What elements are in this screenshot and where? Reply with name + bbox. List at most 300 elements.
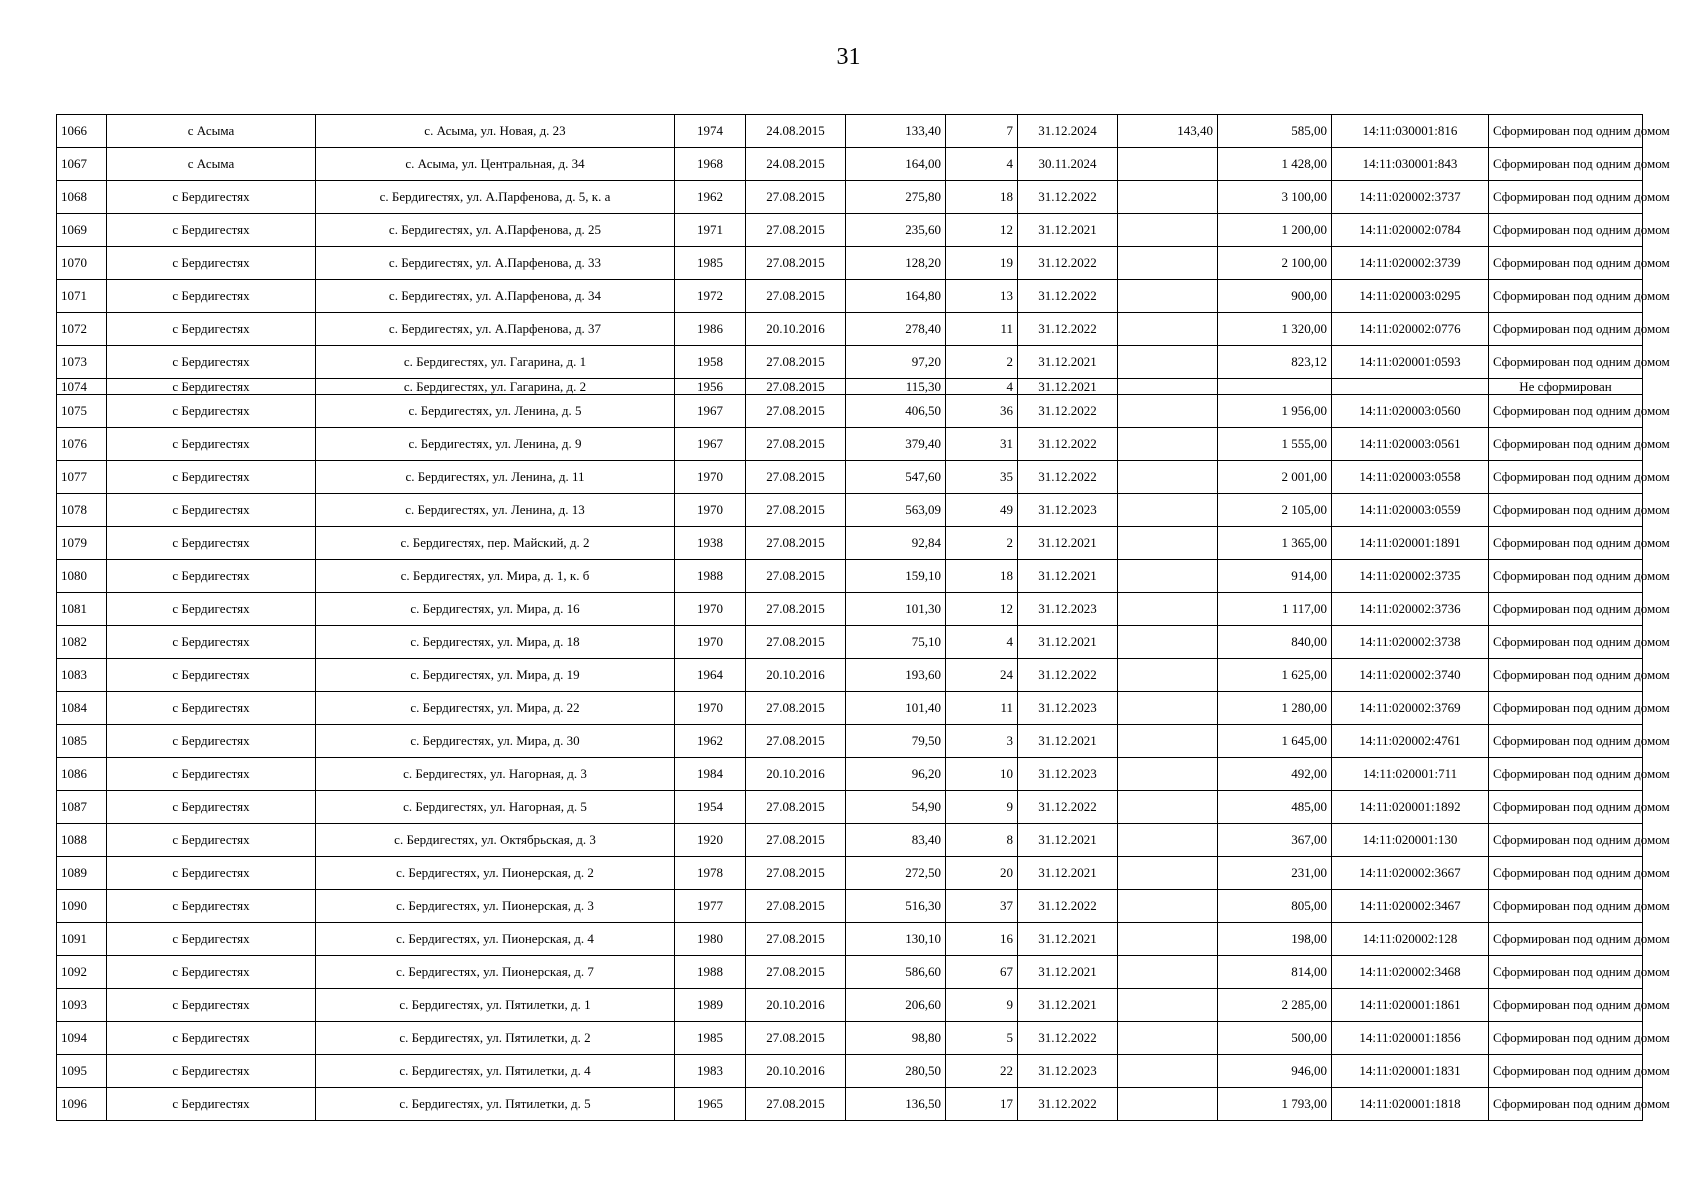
row-number-cell: 1080 — [57, 560, 107, 593]
residents-count-cell: 17 — [946, 1088, 1018, 1121]
total-area-cell — [1118, 346, 1218, 379]
recognition-date-cell: 27.08.2015 — [746, 181, 846, 214]
row-number-cell: 1067 — [57, 148, 107, 181]
table-row — [57, 214, 1643, 247]
land-plot-status-cell: Сформирован под одним домом — [1489, 725, 1643, 758]
address-cell: с. Асыма, ул. Новая, д. 23 — [316, 115, 675, 148]
build-year-cell: 1970 — [675, 494, 746, 527]
residents-count-cell: 18 — [946, 181, 1018, 214]
resettlement-deadline-cell: 31.12.2022 — [1018, 1088, 1118, 1121]
total-area-cell — [1118, 956, 1218, 989]
living-area-cell: 54,90 — [846, 791, 946, 824]
total-area-cell — [1118, 280, 1218, 313]
total-area-cell — [1118, 923, 1218, 956]
address-cell: с. Бердигестях, ул. Ленина, д. 9 — [316, 428, 675, 461]
recognition-date-cell: 27.08.2015 — [746, 692, 846, 725]
land-area-cell: 1 365,00 — [1218, 527, 1332, 560]
residents-count-cell: 9 — [946, 791, 1018, 824]
living-area-cell: 164,00 — [846, 148, 946, 181]
resettlement-deadline-cell: 31.12.2021 — [1018, 560, 1118, 593]
table-row — [57, 989, 1643, 1022]
total-area-cell — [1118, 379, 1218, 395]
table-row — [57, 181, 1643, 214]
row-number-cell: 1089 — [57, 857, 107, 890]
build-year-cell: 1986 — [675, 313, 746, 346]
residents-count-cell: 2 — [946, 346, 1018, 379]
settlement-cell: с Асыма — [107, 115, 316, 148]
cadastral-number-cell: 14:11:020002:3740 — [1332, 659, 1489, 692]
table-row — [57, 1055, 1643, 1088]
address-cell: с. Бердигестях, ул. А.Парфенова, д. 25 — [316, 214, 675, 247]
land-plot-status-cell: Сформирован под одним домом — [1489, 247, 1643, 280]
settlement-cell: с Бердигестях — [107, 791, 316, 824]
settlement-cell: с Бердигестях — [107, 494, 316, 527]
living-area-cell: 98,80 — [846, 1022, 946, 1055]
resettlement-deadline-cell: 31.12.2023 — [1018, 494, 1118, 527]
recognition-date-cell: 27.08.2015 — [746, 725, 846, 758]
residents-count-cell: 49 — [946, 494, 1018, 527]
build-year-cell: 1970 — [675, 692, 746, 725]
residents-count-cell: 12 — [946, 593, 1018, 626]
address-cell: с. Бердигестях, ул. Пионерская, д. 3 — [316, 890, 675, 923]
residents-count-cell: 20 — [946, 857, 1018, 890]
land-plot-status-cell: Сформирован под одним домом — [1489, 395, 1643, 428]
total-area-cell — [1118, 1022, 1218, 1055]
settlement-cell: с Бердигестях — [107, 1088, 316, 1121]
build-year-cell: 1977 — [675, 890, 746, 923]
row-number-cell: 1081 — [57, 593, 107, 626]
cadastral-number-cell: 14:11:020002:128 — [1332, 923, 1489, 956]
residents-count-cell: 4 — [946, 148, 1018, 181]
build-year-cell: 1962 — [675, 181, 746, 214]
address-cell: с. Бердигестях, ул. Пионерская, д. 4 — [316, 923, 675, 956]
address-cell: с. Бердигестях, ул. Гагарина, д. 1 — [316, 346, 675, 379]
land-plot-status-cell: Сформирован под одним домом — [1489, 956, 1643, 989]
recognition-date-cell: 27.08.2015 — [746, 626, 846, 659]
residents-count-cell: 22 — [946, 1055, 1018, 1088]
total-area-cell — [1118, 758, 1218, 791]
total-area-cell — [1118, 791, 1218, 824]
address-cell: с. Бердигестях, ул. Пятилетки, д. 4 — [316, 1055, 675, 1088]
settlement-cell: с Бердигестях — [107, 956, 316, 989]
land-plot-status-cell: Сформирован под одним домом — [1489, 659, 1643, 692]
land-area-cell: 2 105,00 — [1218, 494, 1332, 527]
recognition-date-cell: 27.08.2015 — [746, 494, 846, 527]
build-year-cell: 1967 — [675, 428, 746, 461]
table-row — [57, 659, 1643, 692]
land-plot-status-cell: Сформирован под одним домом — [1489, 890, 1643, 923]
residents-count-cell: 24 — [946, 659, 1018, 692]
recognition-date-cell: 27.08.2015 — [746, 791, 846, 824]
cadastral-number-cell — [1332, 379, 1489, 395]
resettlement-deadline-cell: 31.12.2021 — [1018, 824, 1118, 857]
table-row — [57, 280, 1643, 313]
land-area-cell: 492,00 — [1218, 758, 1332, 791]
resettlement-deadline-cell: 31.12.2022 — [1018, 659, 1118, 692]
residents-count-cell: 35 — [946, 461, 1018, 494]
living-area-cell: 379,40 — [846, 428, 946, 461]
living-area-cell: 280,50 — [846, 1055, 946, 1088]
land-area-cell: 198,00 — [1218, 923, 1332, 956]
row-number-cell: 1084 — [57, 692, 107, 725]
build-year-cell: 1971 — [675, 214, 746, 247]
recognition-date-cell: 24.08.2015 — [746, 148, 846, 181]
land-plot-status-cell: Сформирован под одним домом — [1489, 791, 1643, 824]
row-number-cell: 1074 — [57, 379, 107, 395]
address-cell: с. Бердигестях, ул. Пионерская, д. 2 — [316, 857, 675, 890]
address-cell: с. Бердигестях, ул. Гагарина, д. 2 — [316, 379, 675, 395]
cadastral-number-cell: 14:11:020003:0295 — [1332, 280, 1489, 313]
living-area-cell: 193,60 — [846, 659, 946, 692]
settlement-cell: с Бердигестях — [107, 428, 316, 461]
table-row — [57, 890, 1643, 923]
cadastral-number-cell: 14:11:020003:0561 — [1332, 428, 1489, 461]
total-area-cell — [1118, 461, 1218, 494]
settlement-cell: с Бердигестях — [107, 560, 316, 593]
build-year-cell: 1983 — [675, 1055, 746, 1088]
settlement-cell: с Бердигестях — [107, 593, 316, 626]
recognition-date-cell: 24.08.2015 — [746, 115, 846, 148]
land-plot-status-cell: Сформирован под одним домом — [1489, 214, 1643, 247]
residents-count-cell: 37 — [946, 890, 1018, 923]
cadastral-number-cell: 14:11:020003:0560 — [1332, 395, 1489, 428]
total-area-cell — [1118, 527, 1218, 560]
land-plot-status-cell: Сформирован под одним домом — [1489, 1055, 1643, 1088]
recognition-date-cell: 27.08.2015 — [746, 461, 846, 494]
table-row — [57, 956, 1643, 989]
cadastral-number-cell: 14:11:020001:1892 — [1332, 791, 1489, 824]
resettlement-deadline-cell: 31.12.2022 — [1018, 461, 1118, 494]
total-area-cell — [1118, 1088, 1218, 1121]
address-cell: с. Бердигестях, ул. Ленина, д. 11 — [316, 461, 675, 494]
residents-count-cell: 31 — [946, 428, 1018, 461]
resettlement-deadline-cell: 31.12.2023 — [1018, 1055, 1118, 1088]
land-area-cell: 2 285,00 — [1218, 989, 1332, 1022]
recognition-date-cell: 27.08.2015 — [746, 379, 846, 395]
land-plot-status-cell: Сформирован под одним домом — [1489, 115, 1643, 148]
settlement-cell: с Бердигестях — [107, 857, 316, 890]
living-area-cell: 272,50 — [846, 857, 946, 890]
row-number-cell: 1095 — [57, 1055, 107, 1088]
recognition-date-cell: 27.08.2015 — [746, 280, 846, 313]
housing-registry-table — [56, 114, 1670, 1121]
address-cell: с. Бердигестях, ул. А.Парфенова, д. 34 — [316, 280, 675, 313]
resettlement-deadline-cell: 31.12.2023 — [1018, 758, 1118, 791]
living-area-cell: 206,60 — [846, 989, 946, 1022]
cadastral-number-cell: 14:11:030001:816 — [1332, 115, 1489, 148]
total-area-cell — [1118, 857, 1218, 890]
total-area-cell — [1118, 494, 1218, 527]
living-area-cell: 97,20 — [846, 346, 946, 379]
row-number-cell: 1077 — [57, 461, 107, 494]
living-area-cell: 235,60 — [846, 214, 946, 247]
table-row — [57, 824, 1643, 857]
total-area-cell — [1118, 692, 1218, 725]
land-area-cell — [1218, 379, 1332, 395]
settlement-cell: с Бердигестях — [107, 989, 316, 1022]
recognition-date-cell: 20.10.2016 — [746, 659, 846, 692]
land-plot-status-cell: Сформирован под одним домом — [1489, 824, 1643, 857]
resettlement-deadline-cell: 31.12.2022 — [1018, 181, 1118, 214]
settlement-cell: с Бердигестях — [107, 626, 316, 659]
settlement-cell: с Бердигестях — [107, 1055, 316, 1088]
table-row — [57, 494, 1643, 527]
residents-count-cell: 12 — [946, 214, 1018, 247]
settlement-cell: с Бердигестях — [107, 181, 316, 214]
resettlement-deadline-cell: 31.12.2022 — [1018, 890, 1118, 923]
land-area-cell: 1 200,00 — [1218, 214, 1332, 247]
cadastral-number-cell: 14:11:020002:3737 — [1332, 181, 1489, 214]
address-cell: с. Бердигестях, ул. Мира, д. 16 — [316, 593, 675, 626]
residents-count-cell: 8 — [946, 824, 1018, 857]
address-cell: с. Бердигестях, ул. Ленина, д. 5 — [316, 395, 675, 428]
recognition-date-cell: 20.10.2016 — [746, 1055, 846, 1088]
cadastral-number-cell: 14:11:020002:3739 — [1332, 247, 1489, 280]
cadastral-number-cell: 14:11:020001:1818 — [1332, 1088, 1489, 1121]
total-area-cell — [1118, 626, 1218, 659]
cadastral-number-cell: 14:11:020001:0593 — [1332, 346, 1489, 379]
build-year-cell: 1984 — [675, 758, 746, 791]
living-area-cell: 101,30 — [846, 593, 946, 626]
resettlement-deadline-cell: 31.12.2022 — [1018, 395, 1118, 428]
build-year-cell: 1970 — [675, 461, 746, 494]
build-year-cell: 1980 — [675, 923, 746, 956]
build-year-cell: 1974 — [675, 115, 746, 148]
table-row — [57, 395, 1643, 428]
residents-count-cell: 2 — [946, 527, 1018, 560]
table-row — [57, 247, 1643, 280]
resettlement-deadline-cell: 31.12.2021 — [1018, 923, 1118, 956]
settlement-cell: с Бердигестях — [107, 923, 316, 956]
settlement-cell: с Бердигестях — [107, 659, 316, 692]
address-cell: с. Бердигестях, пер. Майский, д. 2 — [316, 527, 675, 560]
land-area-cell: 946,00 — [1218, 1055, 1332, 1088]
recognition-date-cell: 20.10.2016 — [746, 989, 846, 1022]
resettlement-deadline-cell: 31.12.2021 — [1018, 346, 1118, 379]
land-plot-status-cell: Сформирован под одним домом — [1489, 181, 1643, 214]
settlement-cell: с Бердигестях — [107, 395, 316, 428]
land-plot-status-cell: Сформирован под одним домом — [1489, 626, 1643, 659]
resettlement-deadline-cell: 31.12.2022 — [1018, 428, 1118, 461]
land-plot-status-cell: Сформирован под одним домом — [1489, 758, 1643, 791]
land-area-cell: 1 117,00 — [1218, 593, 1332, 626]
resettlement-deadline-cell: 31.12.2022 — [1018, 791, 1118, 824]
land-area-cell: 1 280,00 — [1218, 692, 1332, 725]
land-area-cell: 585,00 — [1218, 115, 1332, 148]
cadastral-number-cell: 14:11:020002:3667 — [1332, 857, 1489, 890]
land-area-cell: 500,00 — [1218, 1022, 1332, 1055]
row-number-cell: 1085 — [57, 725, 107, 758]
residents-count-cell: 11 — [946, 313, 1018, 346]
build-year-cell: 1962 — [675, 725, 746, 758]
cadastral-number-cell: 14:11:020003:0559 — [1332, 494, 1489, 527]
land-area-cell: 2 100,00 — [1218, 247, 1332, 280]
cadastral-number-cell: 14:11:020002:3738 — [1332, 626, 1489, 659]
cadastral-number-cell: 14:11:020002:4761 — [1332, 725, 1489, 758]
residents-count-cell: 19 — [946, 247, 1018, 280]
residents-count-cell: 16 — [946, 923, 1018, 956]
cadastral-number-cell: 14:11:020002:3468 — [1332, 956, 1489, 989]
build-year-cell: 1954 — [675, 791, 746, 824]
address-cell: с. Бердигестях, ул. Пятилетки, д. 1 — [316, 989, 675, 1022]
build-year-cell: 1970 — [675, 593, 746, 626]
build-year-cell: 1989 — [675, 989, 746, 1022]
table-row — [57, 461, 1643, 494]
total-area-cell — [1118, 560, 1218, 593]
build-year-cell: 1988 — [675, 560, 746, 593]
address-cell: с. Бердигестях, ул. Мира, д. 30 — [316, 725, 675, 758]
table-row — [57, 758, 1643, 791]
land-area-cell: 823,12 — [1218, 346, 1332, 379]
land-plot-status-cell: Сформирован под одним домом — [1489, 923, 1643, 956]
residents-count-cell: 3 — [946, 725, 1018, 758]
row-number-cell: 1071 — [57, 280, 107, 313]
resettlement-deadline-cell: 30.11.2024 — [1018, 148, 1118, 181]
settlement-cell: с Бердигестях — [107, 379, 316, 395]
land-plot-status-cell: Сформирован под одним домом — [1489, 1022, 1643, 1055]
resettlement-deadline-cell: 31.12.2021 — [1018, 626, 1118, 659]
total-area-cell — [1118, 395, 1218, 428]
resettlement-deadline-cell: 31.12.2021 — [1018, 214, 1118, 247]
table-row — [57, 428, 1643, 461]
table-row — [57, 1088, 1643, 1121]
build-year-cell: 1964 — [675, 659, 746, 692]
page-number: 31 — [836, 44, 861, 70]
land-area-cell: 485,00 — [1218, 791, 1332, 824]
cadastral-number-cell: 14:11:020001:130 — [1332, 824, 1489, 857]
row-number-cell: 1093 — [57, 989, 107, 1022]
cadastral-number-cell: 14:11:020002:3769 — [1332, 692, 1489, 725]
living-area-cell: 115,30 — [846, 379, 946, 395]
build-year-cell: 1967 — [675, 395, 746, 428]
total-area-cell — [1118, 313, 1218, 346]
settlement-cell: с Бердигестях — [107, 725, 316, 758]
cadastral-number-cell: 14:11:020001:1856 — [1332, 1022, 1489, 1055]
land-plot-status-cell: Сформирован под одним домом — [1489, 428, 1643, 461]
total-area-cell — [1118, 214, 1218, 247]
address-cell: с. Бердигестях, ул. А.Парфенова, д. 5, к. а — [316, 181, 675, 214]
land-area-cell: 367,00 — [1218, 824, 1332, 857]
recognition-date-cell: 27.08.2015 — [746, 527, 846, 560]
living-area-cell: 75,10 — [846, 626, 946, 659]
address-cell: с. Бердигестях, ул. Мира, д. 22 — [316, 692, 675, 725]
row-number-cell: 1094 — [57, 1022, 107, 1055]
residents-count-cell: 11 — [946, 692, 1018, 725]
settlement-cell: с Бердигестях — [107, 461, 316, 494]
build-year-cell: 1968 — [675, 148, 746, 181]
build-year-cell: 1938 — [675, 527, 746, 560]
address-cell: с. Бердигестях, ул. Мира, д. 1, к. б — [316, 560, 675, 593]
land-plot-status-cell: Сформирован под одним домом — [1489, 593, 1643, 626]
residents-count-cell: 36 — [946, 395, 1018, 428]
build-year-cell: 1988 — [675, 956, 746, 989]
build-year-cell: 1985 — [675, 247, 746, 280]
settlement-cell: с Бердигестях — [107, 247, 316, 280]
table-row — [57, 725, 1643, 758]
land-plot-status-cell: Сформирован под одним домом — [1489, 857, 1643, 890]
cadastral-number-cell: 14:11:020001:711 — [1332, 758, 1489, 791]
land-area-cell: 2 001,00 — [1218, 461, 1332, 494]
recognition-date-cell: 27.08.2015 — [746, 1022, 846, 1055]
land-area-cell: 900,00 — [1218, 280, 1332, 313]
build-year-cell: 1970 — [675, 626, 746, 659]
living-area-cell: 79,50 — [846, 725, 946, 758]
total-area-cell — [1118, 593, 1218, 626]
build-year-cell: 1965 — [675, 1088, 746, 1121]
living-area-cell: 101,40 — [846, 692, 946, 725]
cadastral-number-cell: 14:11:020001:1861 — [1332, 989, 1489, 1022]
land-area-cell: 231,00 — [1218, 857, 1332, 890]
land-plot-status-cell: Сформирован под одним домом — [1489, 494, 1643, 527]
settlement-cell: с Бердигестях — [107, 280, 316, 313]
living-area-cell: 136,50 — [846, 1088, 946, 1121]
resettlement-deadline-cell: 31.12.2021 — [1018, 989, 1118, 1022]
cadastral-number-cell: 14:11:020001:1891 — [1332, 527, 1489, 560]
table-row — [57, 1022, 1643, 1055]
address-cell: с. Бердигестях, ул. Нагорная, д. 5 — [316, 791, 675, 824]
living-area-cell: 164,80 — [846, 280, 946, 313]
living-area-cell: 563,09 — [846, 494, 946, 527]
land-area-cell: 840,00 — [1218, 626, 1332, 659]
recognition-date-cell: 27.08.2015 — [746, 560, 846, 593]
residents-count-cell: 9 — [946, 989, 1018, 1022]
recognition-date-cell: 27.08.2015 — [746, 346, 846, 379]
table-row — [57, 923, 1643, 956]
living-area-cell: 586,60 — [846, 956, 946, 989]
address-cell: с. Бердигестях, ул. Мира, д. 19 — [316, 659, 675, 692]
row-number-cell: 1087 — [57, 791, 107, 824]
build-year-cell: 1985 — [675, 1022, 746, 1055]
settlement-cell: с Бердигестях — [107, 214, 316, 247]
table-body — [57, 115, 1670, 1121]
total-area-cell — [1118, 659, 1218, 692]
residents-count-cell: 4 — [946, 379, 1018, 395]
address-cell: с. Бердигестях, ул. Мира, д. 18 — [316, 626, 675, 659]
row-number-cell: 1076 — [57, 428, 107, 461]
table-row — [57, 593, 1643, 626]
resettlement-deadline-cell: 31.12.2021 — [1018, 725, 1118, 758]
row-number-cell: 1096 — [57, 1088, 107, 1121]
living-area-cell: 516,30 — [846, 890, 946, 923]
table-row — [57, 148, 1643, 181]
land-plot-status-cell: Сформирован под одним домом — [1489, 461, 1643, 494]
recognition-date-cell: 27.08.2015 — [746, 857, 846, 890]
address-cell: с. Бердигестях, ул. Пятилетки, д. 2 — [316, 1022, 675, 1055]
table-row — [57, 379, 1643, 395]
settlement-cell: с Бердигестях — [107, 824, 316, 857]
cadastral-number-cell: 14:11:020002:3735 — [1332, 560, 1489, 593]
living-area-cell: 547,60 — [846, 461, 946, 494]
recognition-date-cell: 27.08.2015 — [746, 428, 846, 461]
land-plot-status-cell: Сформирован под одним домом — [1489, 313, 1643, 346]
table-row — [57, 560, 1643, 593]
settlement-cell: с Бердигестях — [107, 527, 316, 560]
address-cell: с. Бердигестях, ул. Пионерская, д. 7 — [316, 956, 675, 989]
recognition-date-cell: 27.08.2015 — [746, 593, 846, 626]
cadastral-number-cell: 14:11:020002:3467 — [1332, 890, 1489, 923]
cadastral-number-cell: 14:11:020002:3736 — [1332, 593, 1489, 626]
row-number-cell: 1091 — [57, 923, 107, 956]
table-row — [57, 346, 1643, 379]
total-area-cell — [1118, 725, 1218, 758]
resettlement-deadline-cell: 31.12.2023 — [1018, 692, 1118, 725]
resettlement-deadline-cell: 31.12.2022 — [1018, 280, 1118, 313]
row-number-cell: 1070 — [57, 247, 107, 280]
land-area-cell: 914,00 — [1218, 560, 1332, 593]
recognition-date-cell: 27.08.2015 — [746, 395, 846, 428]
land-area-cell: 1 645,00 — [1218, 725, 1332, 758]
settlement-cell: с Бердигестях — [107, 890, 316, 923]
